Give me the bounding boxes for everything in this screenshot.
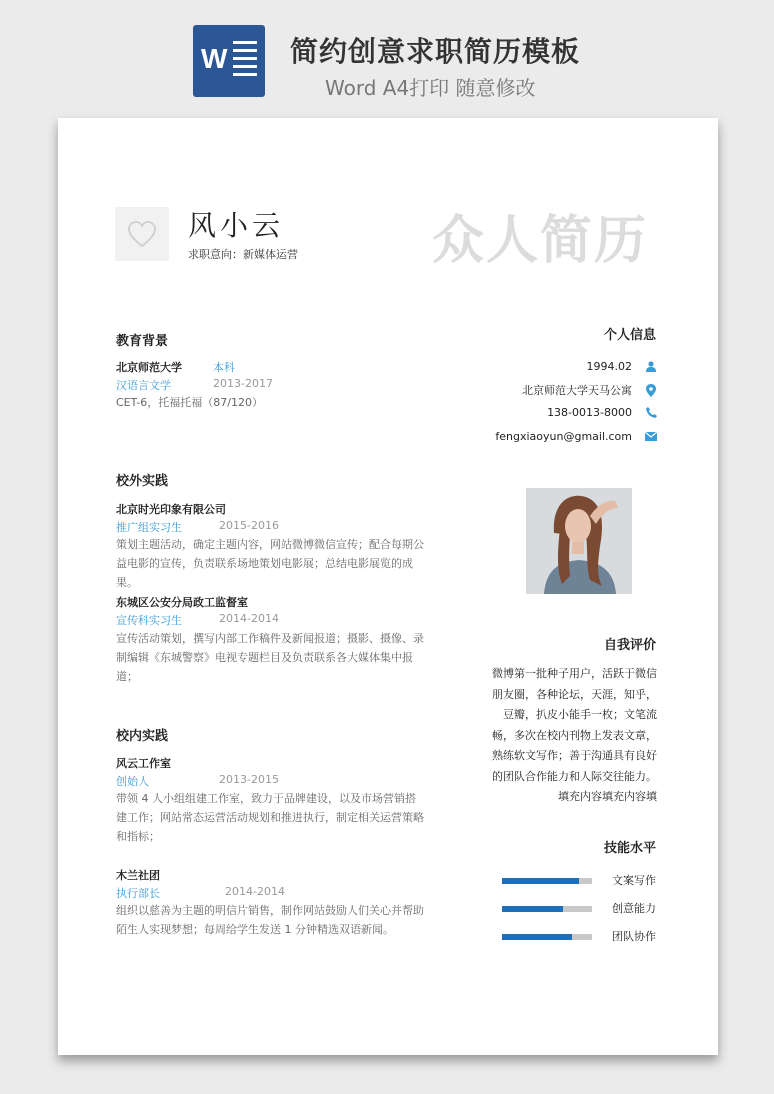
certificates: CET-6，托福托福（87/120） bbox=[116, 396, 264, 409]
skill-bar bbox=[502, 878, 592, 884]
experience-org: 北京时光印象有限公司 bbox=[116, 503, 226, 516]
profile-photo bbox=[526, 488, 632, 594]
heart-icon bbox=[127, 220, 157, 248]
skill-bar-fill bbox=[502, 878, 579, 884]
major: 汉语言文学 bbox=[116, 379, 171, 392]
phone-icon bbox=[644, 405, 658, 419]
experience-desc: 策划主题活动，确定主题内容，网站微博微信宣传；配合每期公益电影的宣传，负责联系场地策划电影展；总结电影展览的成果。 bbox=[116, 538, 424, 589]
experience-role: 宣传科实习生 bbox=[116, 614, 182, 627]
skills-title: 技能水平 bbox=[603, 841, 656, 856]
address: 北京师范大学天马公寓 bbox=[522, 384, 632, 397]
birth-date: 1994.02 bbox=[586, 359, 632, 373]
address-row bbox=[522, 381, 658, 399]
phone: 138-0013-8000 bbox=[547, 405, 632, 419]
mail-icon bbox=[644, 429, 658, 443]
experience-role: 执行部长 bbox=[116, 887, 160, 900]
experience-org: 木兰社团 bbox=[116, 869, 160, 882]
resume-page bbox=[58, 118, 718, 1055]
candidate-name: 风小云 bbox=[188, 209, 285, 242]
skill-label: 创意能力 bbox=[612, 902, 656, 915]
experience-desc: 组织以慈善为主题的明信片销售，制作网站鼓励人们关心并帮助陌生人实现梦想；每周给学生发送 1 分钟精选双语新闻。 bbox=[116, 904, 424, 936]
page-title: 简约创意求职简历模板 bbox=[290, 35, 581, 68]
skill-item bbox=[502, 900, 658, 916]
skill-item bbox=[502, 872, 658, 888]
education-period: 2013-2017 bbox=[213, 377, 273, 390]
user-icon bbox=[644, 359, 658, 373]
brand-watermark: 众人简历 bbox=[432, 211, 649, 271]
birth-row bbox=[587, 357, 659, 375]
skill-bar-fill bbox=[502, 906, 563, 912]
campus-practice-title: 校内实践 bbox=[116, 729, 169, 744]
experience-role: 创始人 bbox=[116, 775, 149, 788]
degree: 本科 bbox=[213, 361, 235, 374]
word-icon bbox=[193, 25, 265, 97]
job-intent: 求职意向：新媒体运营 bbox=[188, 248, 298, 261]
personal-info-title: 个人信息 bbox=[603, 328, 656, 343]
avatar bbox=[115, 207, 169, 261]
email: fengxiaoyun@gmail.com bbox=[495, 429, 632, 443]
page-header bbox=[0, 0, 774, 110]
experience-period: 2014-2014 bbox=[225, 885, 285, 898]
school-name: 北京师范大学 bbox=[116, 361, 182, 374]
skill-label: 文案写作 bbox=[612, 874, 656, 887]
page-subtitle: Word A4打印 随意修改 bbox=[325, 76, 536, 100]
experience-period: 2013-2015 bbox=[219, 773, 279, 786]
experience-org: 东城区公安分局政工监督室 bbox=[116, 596, 248, 609]
self-eval-text: 微博第一批种子用户，活跃于微信朋友圈，各种论坛，天涯，知乎，豆瓣，扒皮小能手一枚；文笔流畅，多次在校内刊物上发表文章，熟练软文写作；善于沟通具有良好的团队合作能力和人际交往能力。填充内容填充内容填 bbox=[492, 667, 657, 803]
experience-period: 2014-2014 bbox=[219, 612, 279, 625]
experience-desc: 带领 4 人小组组建工作室，致力于品牌建设，以及市场营销搭建工作；网站常态运营活动规划和推进执行，制定相关运营策略和指标； bbox=[116, 792, 424, 843]
experience-org: 风云工作室 bbox=[116, 757, 171, 770]
skill-bar-fill bbox=[502, 934, 572, 940]
skill-bar bbox=[502, 934, 592, 940]
education-title: 教育背景 bbox=[116, 334, 169, 349]
skill-item bbox=[502, 928, 658, 944]
external-practice-title: 校外实践 bbox=[116, 474, 169, 489]
skill-bar bbox=[502, 906, 592, 912]
phone-row bbox=[547, 403, 658, 421]
experience-period: 2015-2016 bbox=[219, 519, 279, 532]
experience-role: 推广组实习生 bbox=[116, 521, 182, 534]
skill-label: 团队协作 bbox=[612, 930, 656, 943]
experience-desc: 宣传活动策划，撰写内部工作稿件及新闻报道；摄影、摄像、录制编辑《东城警察》电视专题栏目及负责联系各大媒体集中报道； bbox=[116, 632, 424, 683]
word-letter: W bbox=[201, 43, 228, 74]
location-pin-icon bbox=[644, 383, 658, 397]
email-row bbox=[495, 427, 658, 445]
self-eval-title: 自我评价 bbox=[603, 638, 656, 653]
